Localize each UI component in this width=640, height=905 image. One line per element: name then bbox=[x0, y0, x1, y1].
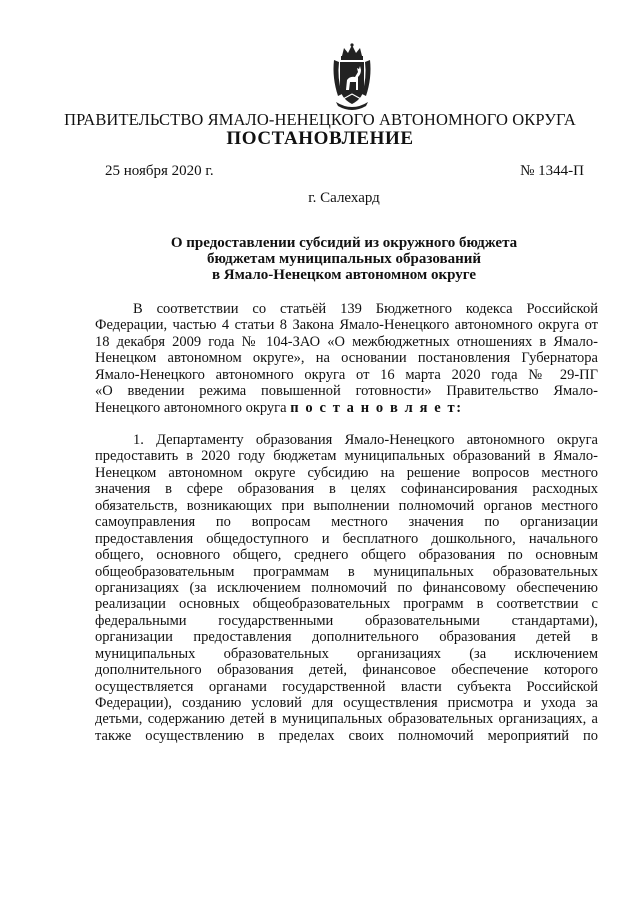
paragraph-line: самоуправления по вопросам местного значения по организации bbox=[95, 514, 598, 531]
paragraph-line: «О введении режима повышенной готовности» Правительство Ямало- bbox=[95, 383, 598, 400]
paragraph-line: значения в сфере образования в целях софинансирования расходных bbox=[95, 481, 598, 498]
paragraph-line: Ямало-Ненецкого автономного округа от 16 марта 2020 года № 29-ПГ bbox=[95, 366, 598, 383]
paragraph-line: обязательств, возникающих при выполнении полномочий органов местного bbox=[95, 497, 598, 514]
document-subject bbox=[0, 235, 640, 283]
document-date: 25 ноября 2020 г. bbox=[105, 163, 214, 179]
paragraph-line: Федерации), созданию условий для осуществления присмотра и ухода за bbox=[95, 695, 598, 711]
paragraph-line: дополнительного образования детей, финансовое обеспечение которого bbox=[95, 662, 598, 679]
preamble-paragraph bbox=[95, 301, 598, 416]
coat-of-arms-icon bbox=[330, 42, 374, 112]
paragraph-line: 1. Департаменту образования Ямало-Ненецкого автономного округа bbox=[133, 432, 598, 448]
paragraph-line: Ненецком автономном округе субсидию на решение вопросов местного bbox=[95, 464, 598, 481]
document-city: г. Салехард bbox=[308, 190, 380, 206]
paragraph-line: общего, основного общего, среднего общего образования по основным bbox=[95, 547, 598, 564]
subject-line: О предоставлении субсидий из окружного бюджета bbox=[170, 235, 518, 251]
paragraph-line: Федерации, частью 4 статьи 8 Закона Ямало-Ненецкого автономного округа от bbox=[95, 317, 598, 334]
paragraph-line: организациях (за исключением полномочий по финансовому обеспечению bbox=[95, 579, 598, 596]
subject-line: в Ямало-Ненецком автономном округе bbox=[211, 267, 477, 283]
paragraph-line: федеральными государственными образовательными стандартами), bbox=[95, 612, 598, 629]
document-number: № 1344-П bbox=[520, 163, 584, 179]
paragraph-line: Ненецком автономном округе», на основании постановления Губернатора bbox=[95, 350, 598, 367]
subject-line: бюджетам муниципальных образований bbox=[207, 251, 481, 267]
paragraph-line: детьми, содержанию детей в муниципальных образовательных организациях, а bbox=[95, 711, 598, 728]
paragraph-line: общеобразовательным программам в муниципальных образовательных bbox=[95, 563, 598, 580]
paragraph-line: муниципальных образовательных организациях (за исключением bbox=[95, 645, 598, 662]
paragraph-line: 18 декабря 2009 года № 104-ЗАО «О межбюджетных отношениях в Ямало- bbox=[95, 333, 598, 350]
paragraph-line: осуществляется органами государственной власти субъекта Российской bbox=[95, 678, 598, 695]
paragraph-line: предоставить в 2020 году бюджетам муниципальных образований в Ямало- bbox=[95, 448, 598, 465]
paragraph-line: организации предоставления дополнительного образования детей в bbox=[95, 629, 598, 646]
yamal-emblem-icon bbox=[330, 42, 374, 112]
resolves-word: п о с т а н о в л я е т: bbox=[290, 399, 463, 416]
paragraph-line: также осуществлению в пределах своих полномочий мероприятий по bbox=[95, 727, 598, 744]
paragraph-line: В соответствии со статьёй 139 Бюджетного кодекса Российской bbox=[133, 301, 598, 317]
paragraph-line bbox=[95, 400, 598, 416]
document-type-title: ПОСТАНОВЛЕНИЕ bbox=[226, 128, 414, 149]
item-1-paragraph bbox=[95, 432, 598, 744]
government-name: ПРАВИТЕЛЬСТВО ЯМАЛО-НЕНЕЦКОГО АВТОНОМНОГО ОКРУГА bbox=[64, 110, 576, 129]
paragraph-line: реализации основных общеобразовательных программ в соответствии с bbox=[95, 596, 598, 613]
preamble-last-text: Ненецкого автономного округа bbox=[95, 399, 287, 416]
paragraph-line: предоставления общедоступного и бесплатного дошкольного, начального bbox=[95, 530, 598, 547]
